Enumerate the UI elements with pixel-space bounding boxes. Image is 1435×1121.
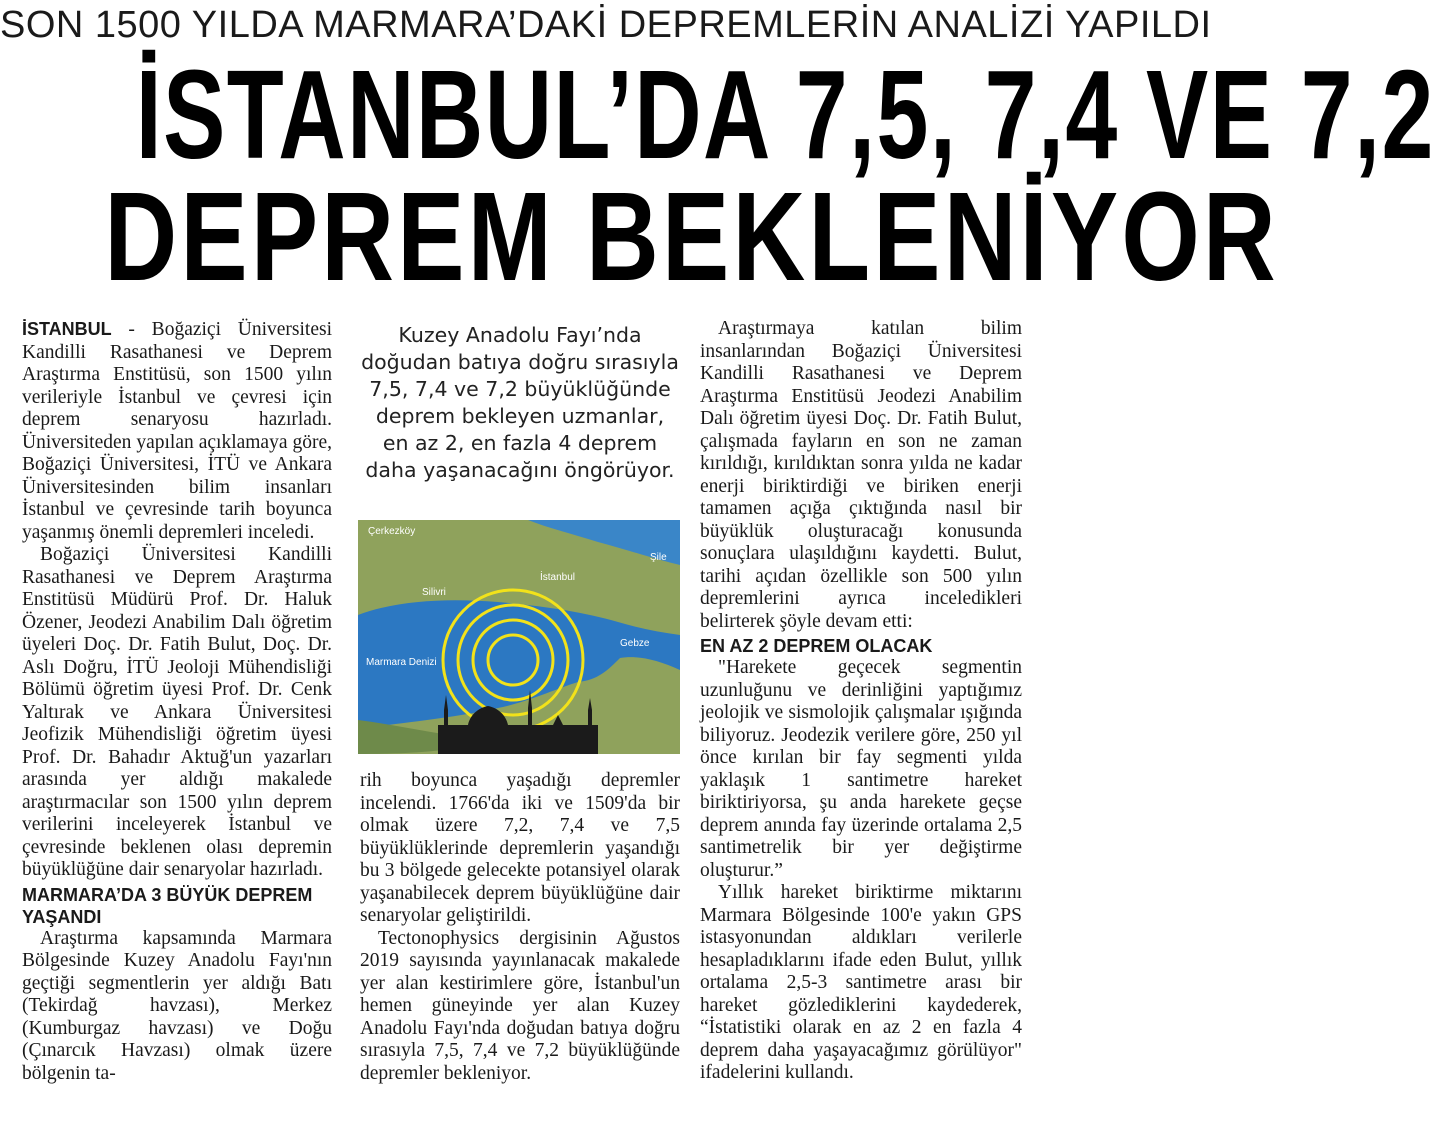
subheading-en-az-2: EN AZ 2 DEPREM OLACAK [700, 636, 933, 656]
map-label-gebze: Gebze [620, 638, 650, 649]
paragraph: Araştırma kapsamında Marmara Bölgesinde Kuzey Anadolu Fayı'nın geçtiği segmentlerin yer aldığı Batı (Tekirdağ havzası), Merkez (Kumburgaz havzası) ve Doğu (Çınarcık Havzası) olmak üzere bölgenin ta- [22, 927, 332, 1084]
paragraph: rih boyunca yaşadığı depremler incelendi. 1766'da iki ve 1509'da bir olmak üzere 7,2, 7,4 ve 7,5 büyüklüklerinde depremlerin yaşandığı bu 3 bölgede gelecekte potansiyel olarak yaşanabilecek deprem büyüklüğüne dair senaryolar geliştirildi. [360, 770, 680, 926]
kicker-headline: SON 1500 YILDA MARMARA’DAKİ DEPREMLERİN ANALİZİ YAPILDI [0, 4, 1212, 46]
map-label-sile: Şile [650, 552, 667, 563]
main-headline-line-1: İSTANBUL’DA 7,5, 7,4 VE 7,2 [135, 44, 1435, 185]
article-column-2 [360, 770, 680, 1085]
marmara-map-image [358, 520, 680, 754]
paragraph: Boğaziçi Üniversitesi Kandilli Rasathanesi ve Deprem Araştırma Enstitüsü Müdürü Prof. Dr. Haluk Özener, Jeodezi Anabilim Dalı öğretim üyeleri Doç. Dr. Fatih Bulut, Doç. Dr. Aslı Doğru, İTÜ Jeoloji Mühendisliği Bölümü öğretim üyesi Prof. Dr. Cenk Yaltırak ve Ankara Üniversitesi Jeofizik Mühendisliği öğretim üyesi Prof. Dr. Bahadır Aktuğ'un yazarları arasında yer aldığı makalede araştırmacılar son 1500 yılın deprem verilerini inceleyerek İstanbul ve çevresinde beklenen olası depremin büyüklüğüne dair senaryolar hazırladı. [22, 544, 332, 880]
paragraph: Araştırmaya katılan bilim insanlarından Boğaziçi Üniversitesi Kandilli Rasathanesi ve Deprem Araştırma Enstitüsü Jeodezi Anabilim Dalı öğretim üyesi Doç. Dr. Fatih Bulut, çalışmada fayların en son ne zaman kırıldığı, kırıldıktan sonra yılda ne kadar enerji biriktirdiği ve biriken enerji tamamen açığa çıktığında nasıl bir büyüklük oluşturacağı konusunda sonuçlara ulaşıldığını kaydetti. Bulut, tarihi açıdan özellikle son 500 yılın depremlerini ayrıca inceledikleri belirterek şöyle devam etti: [700, 318, 1022, 632]
subheading-marmara: MARMARA’DA 3 BÜYÜK DEPREM YAŞANDI [22, 884, 313, 927]
article-column-1 [22, 318, 332, 1085]
article-column-3 [700, 318, 1022, 1085]
map-label-istanbul: İstanbul [540, 572, 576, 583]
map-label-silivri: Silivri [422, 587, 446, 598]
paragraph-intro [22, 318, 332, 544]
map-label-marmara: Marmara Denizi [366, 657, 437, 668]
intro-text: - Boğaziçi Üniversitesi Kandilli Rasathanesi ve Deprem Araştırma Enstitüsü, son 1500 yılın verileriyle İstanbul ve çevresi için deprem senaryosu hazırladı. Üniversiteden yapılan açıklamaya göre, Boğaziçi Üniversitesi, İTÜ ve Ankara Üniversitesinden bilim insanları İstanbul ve çevresinde tarih boyunca yaşanmış önemli depremleri inceledi. [22, 319, 332, 543]
paragraph: Yıllık hareket biriktirme miktarını Marmara Bölgesinde 100'e yakın GPS istasyonundan aldıkları verilerle hesapladıklarını ifade eden Bulut, yıllık ortalama 2,5-3 santimetre arası bir hareket gözlediklerini kaydederek, “İstatistiki olarak en az 2 en fazla 4 deprem daha yaşayacağımız görülüyor" ifadelerini kullandı. [700, 882, 1022, 1083]
paragraph: Tectonophysics dergisinin Ağustos 2019 sayısında yayınlanacak makalede yer alan kestirimlere göre, İstanbul'un hemen güneyinde yer alan Kuzey Anadolu Fayı'nda doğudan batıya doğru sırasıyla 7,5, 7,4 ve 7,2 büyüklüğünde depremler bekleniyor. [360, 927, 680, 1084]
pull-quote: Kuzey Anadolu Fayı’nda doğudan batıya doğru sırasıyla 7,5, 7,4 ve 7,2 büyüklüğünde deprem bekleyen uzmanlar, en az 2, en fazla 4 deprem daha yaşanacağını öngörüyor. [361, 323, 679, 482]
paragraph-quote: "Harekete geçecek segmentin uzunluğunu ve derinliğini yaptığımız jeolojik ve sismolojik çalışmalar ışığında biliyoruz. Jeodezik verilere göre, 250 yıl önce kırılan bir fay segmenti yılda yaklaşık 1 santimetre hareket biriktiriyorsa, şu anda harekete geçse deprem anında fay üzerinde ortalama 2,5 santimetrelik bir yer değiştirme oluşturur.” [700, 657, 1022, 881]
map-label-cerkezkoy: Çerkezköy [368, 526, 416, 537]
dateline: İSTANBUL [22, 319, 112, 339]
main-headline-line-2: DEPREM BEKLENİYOR [104, 166, 1279, 307]
